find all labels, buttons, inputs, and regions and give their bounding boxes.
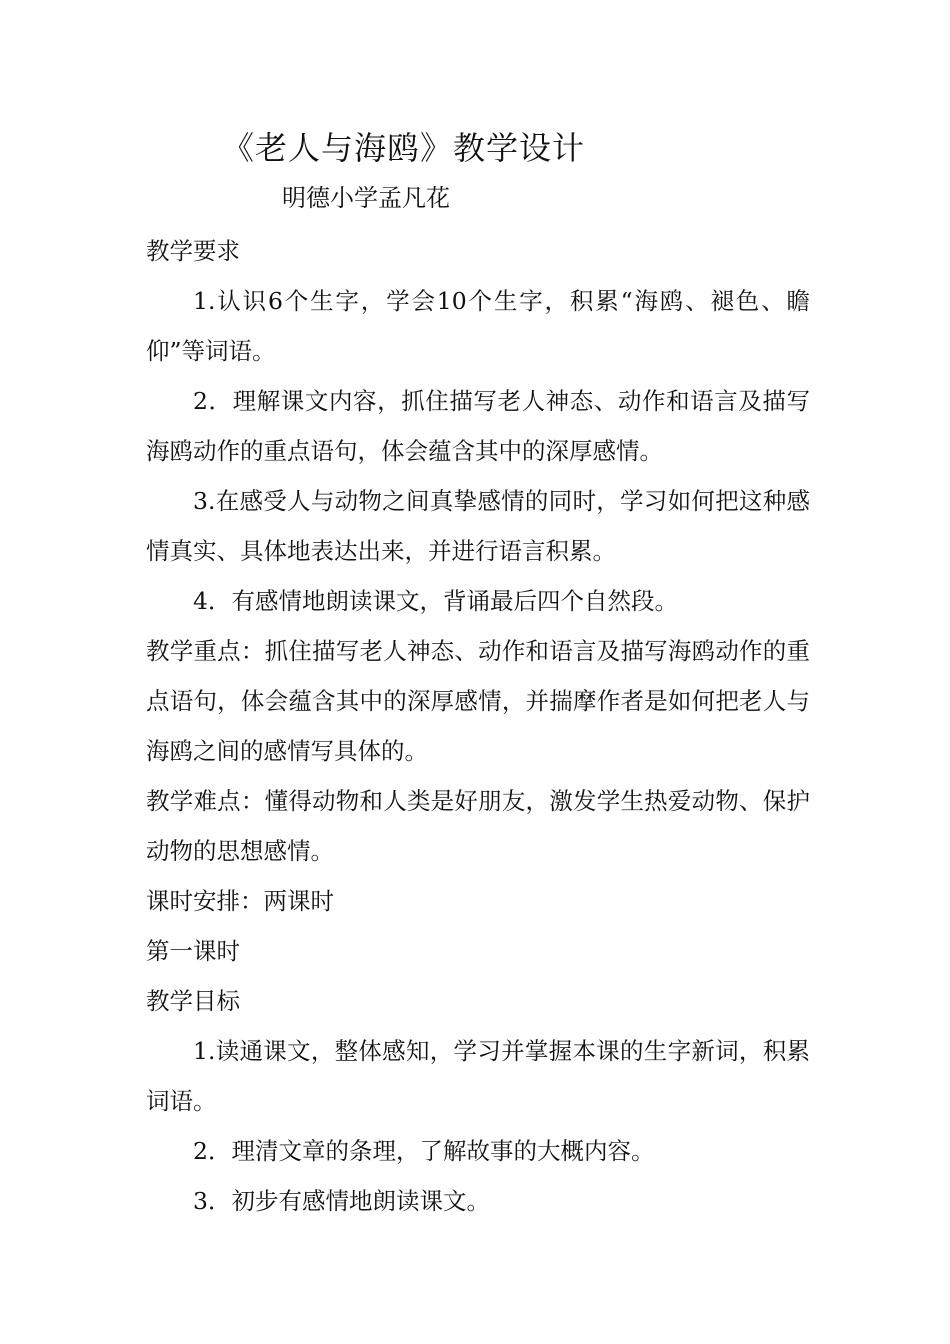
difficult-points: 教学难点：懂得动物和人类是好朋友，激发学生热爱动物、保护动物的思想感情。 (146, 787, 810, 865)
objective-item: 3．初步有感情地朗读课文。 (193, 1187, 490, 1215)
requirement-item: 2．理解课文内容，抓住描写老人神态、动作和语言及描写海鸥动作的重点语句，体会蕴含其中的深厚感情。 (146, 387, 810, 465)
requirement-item: 4．有感情地朗读课文，背诵最后四个自然段。 (193, 587, 678, 615)
document-title: 《老人与海鸥》教学设计 (222, 129, 586, 167)
document-author: 明德小学孟凡花 (282, 184, 450, 212)
requirement-item: 1.认识6个生字，学会10个生字，积累“海鸥、褪色、瞻仰”等词语。 (146, 287, 810, 365)
requirements-heading: 教学要求 (146, 237, 240, 265)
objectives-heading: 教学目标 (146, 987, 240, 1015)
first-lesson-heading: 第一课时 (146, 937, 240, 965)
objective-item: 2．理清文章的条理，了解故事的大概内容。 (193, 1137, 655, 1165)
schedule: 课时安排：两课时 (146, 887, 334, 915)
document-body (146, 226, 810, 1226)
key-points: 教学重点：抓住描写老人神态、动作和语言及描写海鸥动作的重点语句，体会蕴含其中的深厚感情，并揣摩作者是如何把老人与海鸥之间的感情写具体的。 (146, 637, 810, 765)
objective-item: 1.读通课文，整体感知，学习并掌握本课的生字新词，积累词语。 (146, 1037, 810, 1115)
requirement-item: 3.在感受人与动物之间真挚感情的同时，学习如何把这种感情真实、具体地表达出来，并进行语言积累。 (146, 487, 810, 565)
